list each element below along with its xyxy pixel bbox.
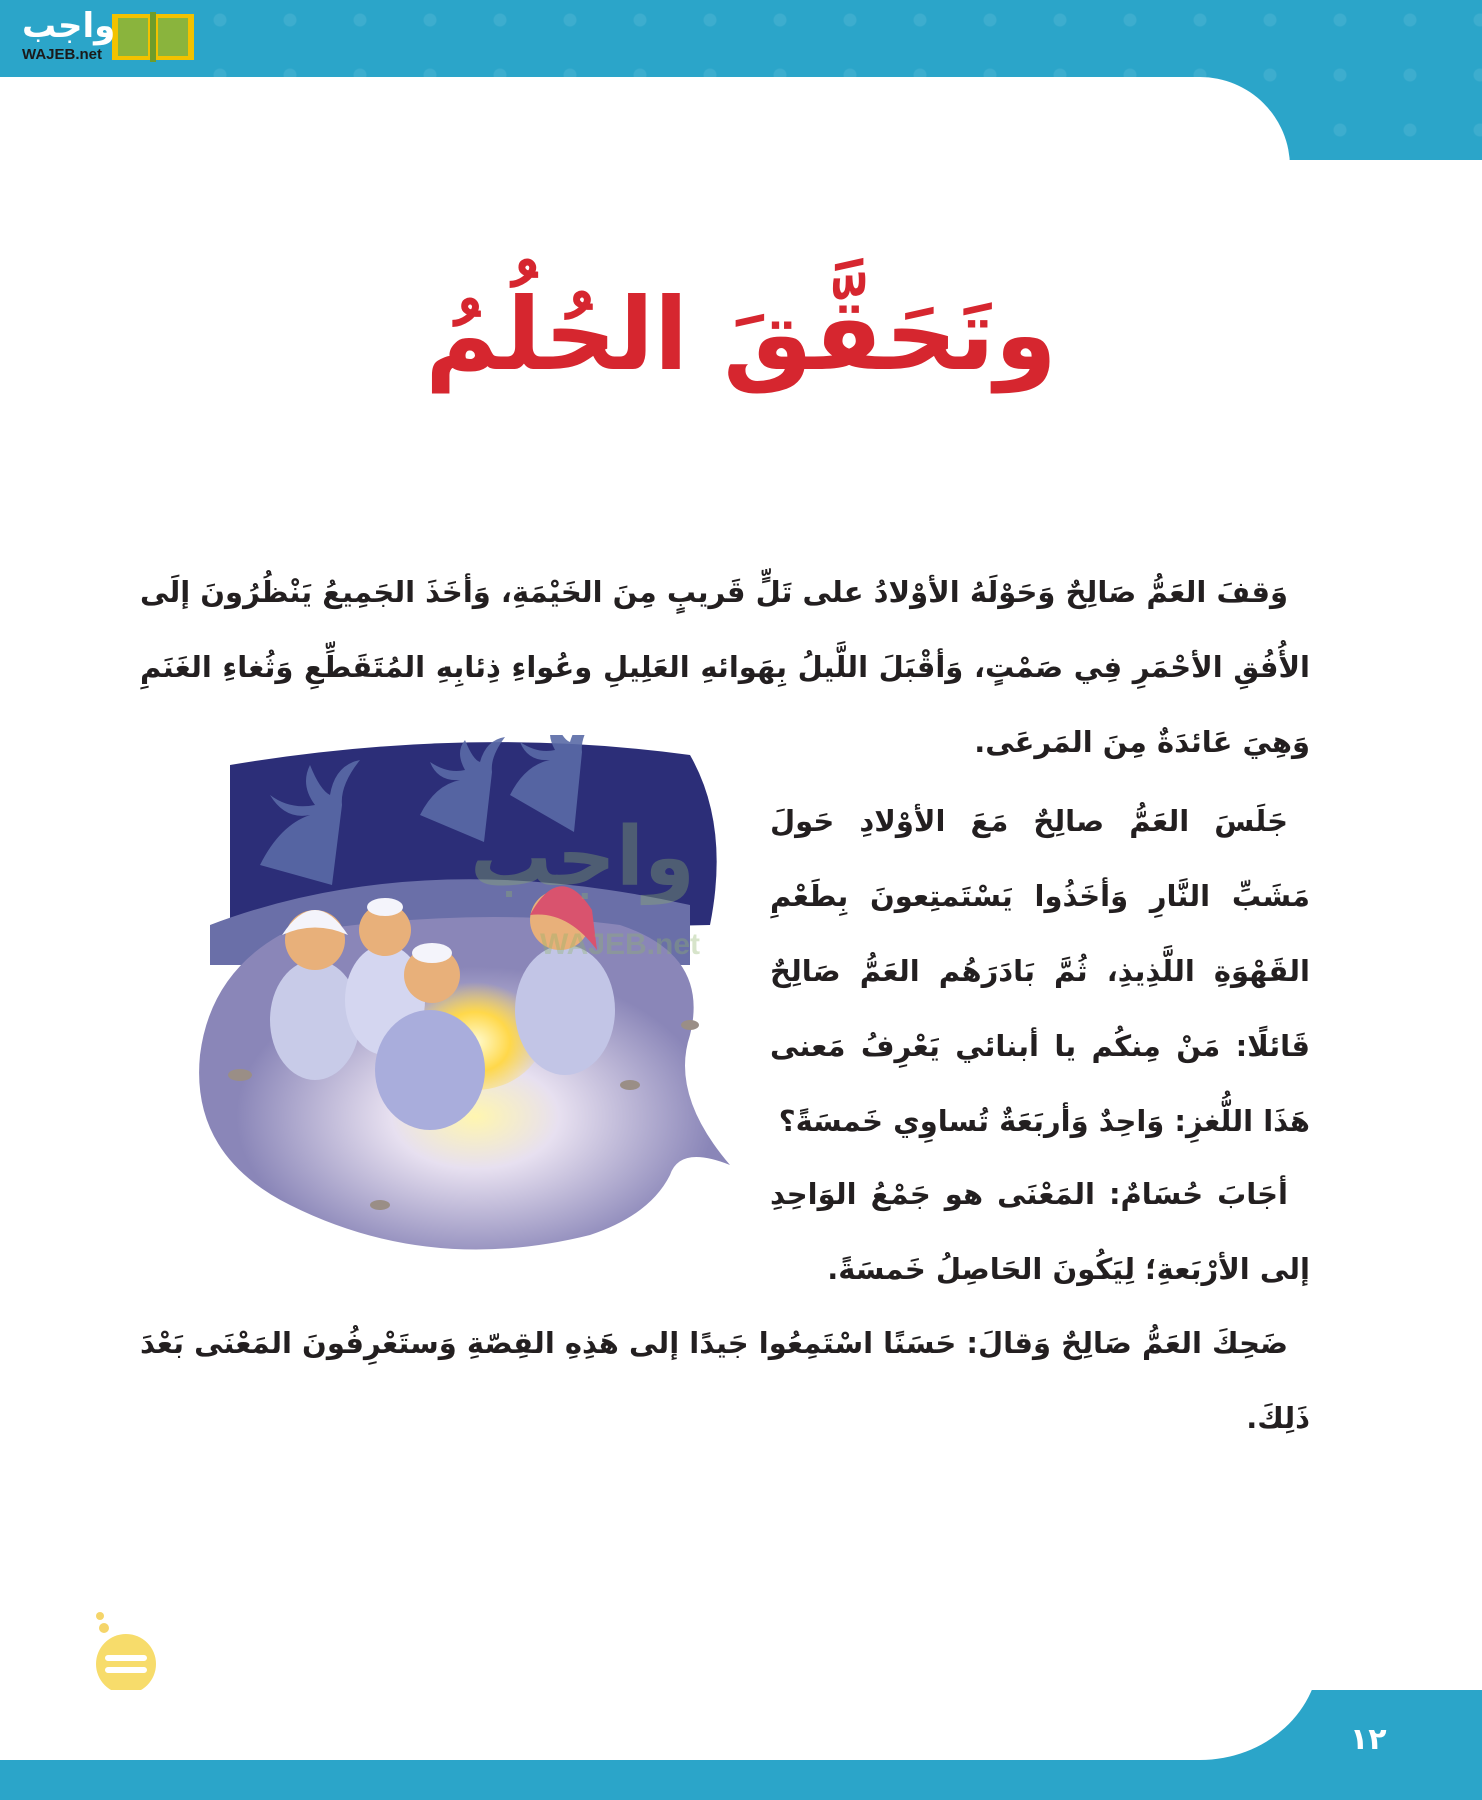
paragraph-4-text: ضَحِكَ العَمُّ صَالِحٌ وَقالَ: حَسَنًا اسْتَمِعُوا جَيدًا إلى هَذِهِ القِصّةِ وَستَعْرِفُونَ المَعْنَى بَعْدَ ذَلِكَ. [140,1326,1310,1435]
paragraph-1-text: وَقفَ العَمُّ صَالِحٌ وَحَوْلَهُ الأوْلادُ على تَلٍّ قَريبٍ مِنَ الخَيْمَةِ، وَأخَذَ الجَمِيعُ يَنْظُرُونَ إلَى الأُفُقِ الأحْمَرِ فِي صَمْتٍ، وَأقْبَلَ اللَّيلُ بِهَوائهِ العَلِيلِ وعُواءِ ذِئابِهِ المُتَقَطِّعِ وَثُغاءِ الغَنَمِ وَهِيَ عَائدَةٌ مِنَ المَرعَى. [140,575,1310,759]
book-icon [110,8,196,66]
paragraph-2-text: جَلَسَ العَمُّ صالِحٌ مَعَ الأوْلادِ حَولَ مَشَبِّ النَّارِ وَأخَذُوا يَسْتَمتِعونَ بِطَعْمِ القَهْوَةِ اللَّذِيذِ، ثُمَّ بَادَرَهُم العَمُّ صَالِحٌ قَائلًا: مَنْ مِنكُم يا أبنائي يَعْرِفُ مَعنى هَذَا اللُّغزِ: وَاحِدٌ وَأربَعَةٌ تُساوِي خَمسَةً؟ [770,804,1310,1138]
header-pattern [200,0,1482,150]
watermark [470,810,760,980]
footer-band [0,1690,1482,1800]
logo-arabic: واجب [22,6,116,46]
watermark-latin: WAJEB.net [540,928,701,961]
header-band [0,0,1482,160]
paragraph-4 [140,1306,1310,1456]
paragraph-3-text: أجَابَ حُسَامٌ: المَعْنَى هو جَمْعُ الوَاحِدِ إلى الأرْبَعةِ؛ لِيَكُونَ الحَاصِلُ خَمسَةً. [770,1177,1310,1286]
paragraph-3 [770,1157,1310,1307]
wajeb-logo[interactable] [10,6,190,70]
page-number: ١٢ [1350,1722,1387,1757]
footer-strip [0,1762,1482,1800]
page-title: وتَحَقَّقَ الحُلُمُ [425,276,1057,393]
publisher-mark-icon [88,1608,164,1694]
watermark-arabic: واجب [470,810,695,905]
logo-latin: WAJEB.net [22,46,103,63]
paragraph-2 [770,784,1310,1159]
